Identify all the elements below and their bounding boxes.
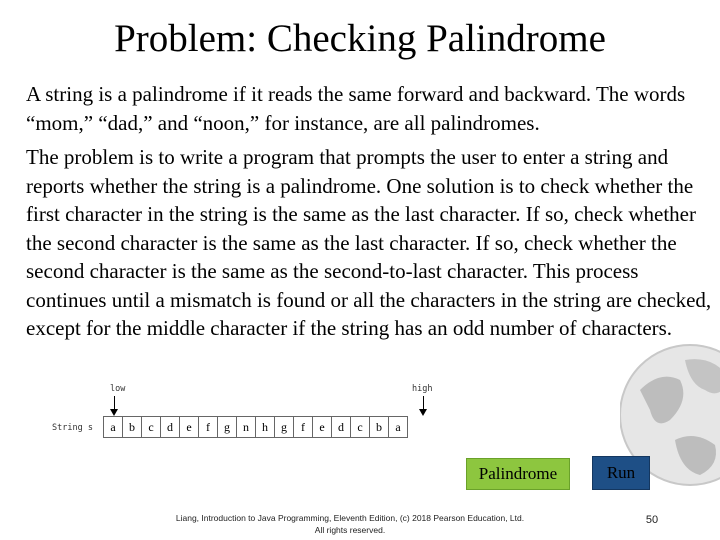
palindrome-diagram	[46, 380, 446, 450]
char-cell: a	[104, 417, 123, 437]
char-cell: d	[161, 417, 180, 437]
char-cell: e	[313, 417, 332, 437]
char-cell: b	[370, 417, 389, 437]
char-cell: d	[332, 417, 351, 437]
paragraph-problem: The problem is to write a program that prompts the user to enter a string and reports whether the string is a palindrome. One solution is to check whether the first character in the string is the same as the last character. If so, check whether the second character is the same as the last character. If so, check whether the second character is the same as the second-to-last character. This process continues until a mismatch is found or all the characters in the string are checked, except for the middle character if the string has an odd number of characters.	[26, 145, 712, 340]
string-label: String s	[52, 423, 93, 433]
high-pointer-arrow	[423, 396, 424, 414]
page-number: 50	[645, 514, 659, 526]
slide-body	[26, 80, 716, 349]
char-cell: c	[142, 417, 161, 437]
run-button[interactable]: Run	[592, 456, 650, 490]
low-pointer-label: low	[110, 384, 126, 394]
footer-line-2: All rights reserved.	[314, 525, 386, 535]
char-cell: e	[180, 417, 199, 437]
char-cell: n	[237, 417, 256, 437]
slide-title: Problem: Checking Palindrome	[114, 17, 606, 60]
palindrome-button[interactable]: Palindrome	[466, 458, 570, 490]
paragraph-definition: A string is a palindrome if it reads the same forward and backward. The words “mom,” “dad,” and “noon,” for instance, are all palindromes.	[26, 82, 686, 135]
high-pointer-label: high	[412, 384, 433, 394]
char-cell: g	[275, 417, 294, 437]
char-cell: b	[123, 417, 142, 437]
char-cell: a	[395, 420, 401, 434]
char-cell: g	[218, 417, 237, 437]
footer-line-1: Liang, Introduction to Java Programming, Eleventh Edition, (c) 2018 Pearson Education, Ltd.	[175, 513, 525, 523]
char-cell: f	[294, 417, 313, 437]
string-cells	[103, 416, 408, 438]
footer-credit	[140, 512, 560, 536]
low-pointer-arrow	[114, 396, 115, 414]
char-cell: c	[351, 417, 370, 437]
char-cell: f	[199, 417, 218, 437]
char-cell: h	[256, 417, 275, 437]
